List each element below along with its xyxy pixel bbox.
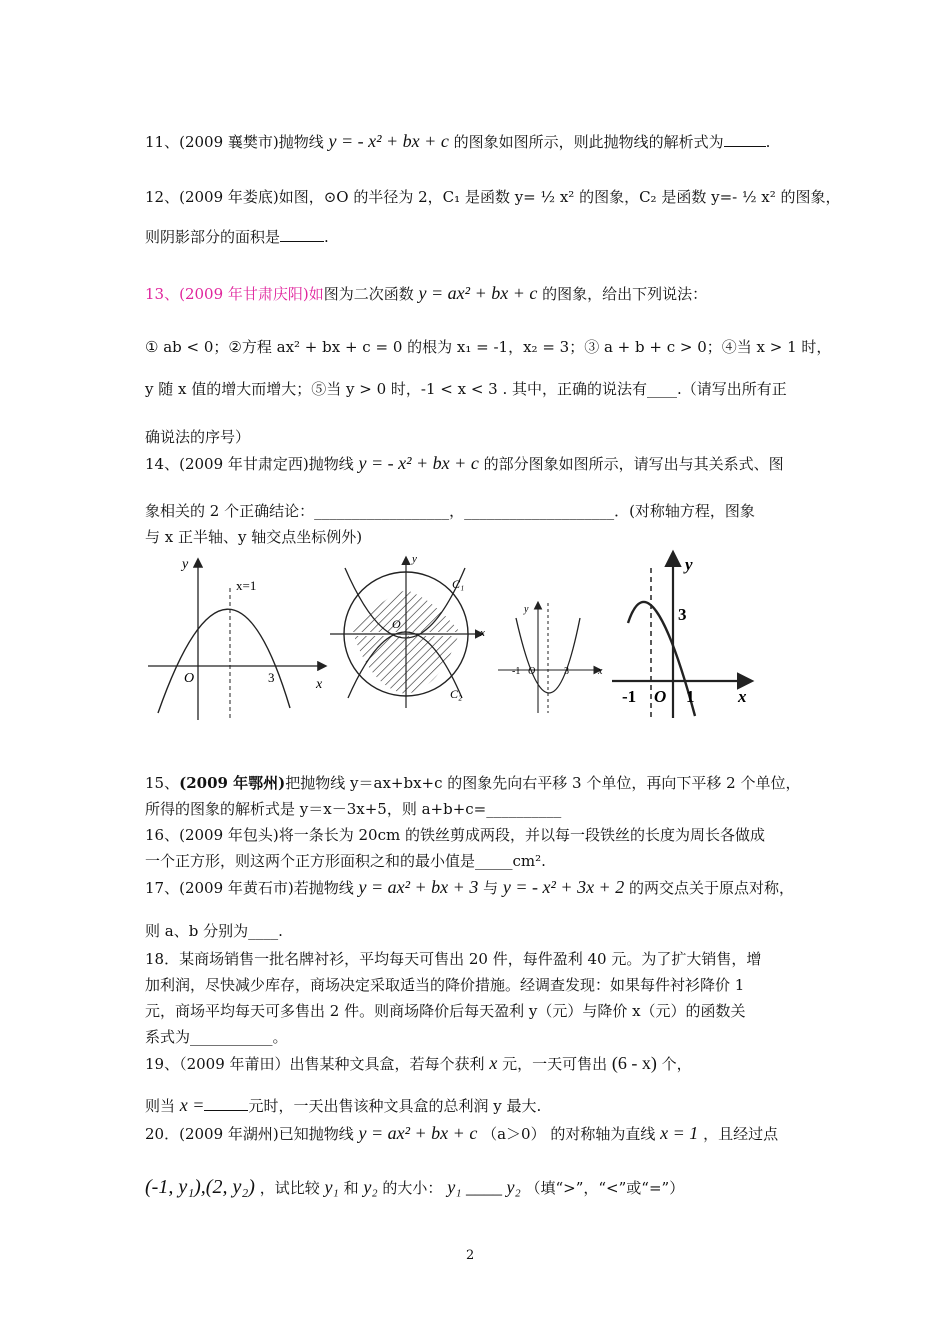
q20-line2: (-1, y₁),(2, y₂) ，试比较 y₁ 和 y₂ 的大小： y₁ ____ y₂ （填“>”，“<”或“=”） [145, 1176, 685, 1198]
g2-label-c1: C₁ [452, 577, 465, 591]
q13-line2: ① ab < 0；②方程 ax² + bx + c = 0 的根为 x₁ = -1，x₂ = 3；③ a + b + c > 0；④当 x > 1 时， [145, 338, 832, 356]
q12-line2: 则阴影部分的面积是 . [145, 228, 329, 246]
graph-q14 [612, 554, 750, 718]
q14-line3: 与 x 正半轴、y 轴交点坐标例外) [145, 528, 363, 546]
q11-blank [724, 132, 766, 147]
page-number: 2 [466, 1248, 475, 1263]
graph-q12 [330, 553, 485, 708]
q11-formula: y = - x² + bx + c [328, 131, 449, 151]
g1-label-3: 3 [268, 670, 275, 685]
g1-label-x1: x=1 [236, 578, 257, 593]
q18-line1: 18．某商场销售一批名牌衬衫，平均每天可售出 20 件，每件盈利 40 元。为了扩大销售，增 [145, 950, 762, 968]
q13-line1: 13、(2009 年甘肃庆阳)如图为二次函数 y = ax² + bx + c 的图象，给出下列说法： [145, 283, 708, 303]
g1-label-y: y [182, 557, 189, 572]
g1-label-x: x [316, 677, 323, 692]
g3-label-o: O [528, 666, 536, 677]
q18-line3: 元，商场平均每天可多售出 2 件。则商场降价后每天盈利 y（元）与降价 x（元）的函数关 [145, 1002, 746, 1020]
graphs-figure [140, 548, 780, 738]
graph-q13 [498, 603, 603, 713]
q17-line1: 17、(2009 年黄石市)若抛物线 y = ax² + bx + 3 与 y = - x² + 3x + 2 的两交点关于原点对称， [145, 877, 795, 897]
q14-formula: y = - x² + bx + c [358, 453, 479, 473]
q20-line1: 20．(2009 年湖州)已知抛物线 y = ax² + bx + c （a＞0） 的对称轴为直线 x = 1 ，且经过点 [145, 1123, 779, 1143]
g2-label-y: y [412, 553, 417, 565]
q11-line: 11、(2009 襄樊市)抛物线 y = - x² + bx + c 的图象如图所示，则此抛物线的解析式为 . [145, 131, 771, 151]
g1-label-o: O [184, 671, 195, 686]
q13-line3: y 随 x 值的增大而增大；⑤当 y > 0 时，-1 < x < 3 . 其中，正确的说法有____.（请写出所有正 [145, 380, 787, 398]
g4-label-m1: -1 [622, 687, 637, 706]
q17-formula-1: y = ax² + bx + 3 [358, 877, 479, 897]
q16-line2: 一个正方形，则这两个正方形面积之和的最小值是_____cm². [145, 852, 546, 870]
g4-label-y: y [685, 555, 693, 574]
q13-formula: y = ax² + bx + c [418, 283, 538, 303]
q16-line1: 16、(2009 年包头)将一条长为 20cm 的铁丝剪成两段，并以每一段铁丝的长度为周长各做成 [145, 826, 765, 844]
g4-label-o: O [654, 687, 667, 706]
q19-line1: 19、（2009 年莆田）出售某种文具盒，若每个获利 x 元，一天可售出 (6 - x) 个， [145, 1053, 692, 1073]
q20-compare: y₁ ____ y₂ [447, 1177, 521, 1197]
g3-label-y: y [524, 604, 529, 615]
q14-line1: 14、(2009 年甘肃定西)抛物线 y = - x² + bx + c 的部分图象如图所示，请写出与其关系式、图 [145, 453, 784, 473]
g4-label-3: 3 [678, 605, 687, 624]
q12-line1: 12、(2009 年娄底)如图，⊙O 的半径为 2，C₁ 是函数 y= ½ x² 的图象，C₂ 是函数 y=- ½ x² 的图象， [145, 188, 841, 206]
g4-label-x: x [738, 687, 747, 706]
q18-line2: 加利润，尽快减少库存，商场决定采取适当的降价措施。经调查发现：如果每件衬衫降价 1 [145, 976, 745, 994]
q14-line2: 象相关的 2 个正确结论：__________________，____________________．(对称轴方程，图象 [145, 502, 755, 520]
q18-line4: 系式为___________。 [145, 1028, 288, 1046]
q20-points: (-1, y₁),(2, y₂) [145, 1176, 255, 1198]
g2-label-x: x [480, 627, 485, 639]
g3-label-m1: -1 [512, 666, 521, 677]
q15-line2: 所得的图象的解析式是 y＝x－3x+5，则 a+b+c=__________ [145, 800, 562, 818]
graph-q11 [148, 557, 325, 720]
q19-blank [204, 1096, 248, 1111]
g3-label-x: x [598, 666, 603, 677]
g1-parabola [158, 609, 290, 713]
q15-line1: 15、(2009 年鄂州)把抛物线 y＝ax+bx+c 的图象先向右平移 3 个单位，再向下平移 2 个单位， [145, 774, 801, 792]
q17-line2: 则 a、b 分别为____. [145, 922, 283, 940]
q19-expression: (6 - x) [611, 1053, 657, 1073]
g4-label-1: 1 [686, 687, 695, 706]
q13-line4: 确说法的序号） [145, 428, 251, 446]
q17-formula-2: y = - x² + 3x + 2 [502, 877, 625, 897]
q12-blank [280, 227, 324, 242]
q20-axis: x = 1 [660, 1123, 699, 1143]
g2-label-o: O [392, 617, 401, 631]
g3-label-3: 3 [564, 666, 569, 677]
g2-label-c2: C₂ [450, 687, 463, 701]
q20-formula: y = ax² + bx + c [358, 1123, 478, 1143]
q19-line2: 则当 x = 元时，一天出售该种文具盒的总利润 y 最大. [145, 1095, 542, 1115]
